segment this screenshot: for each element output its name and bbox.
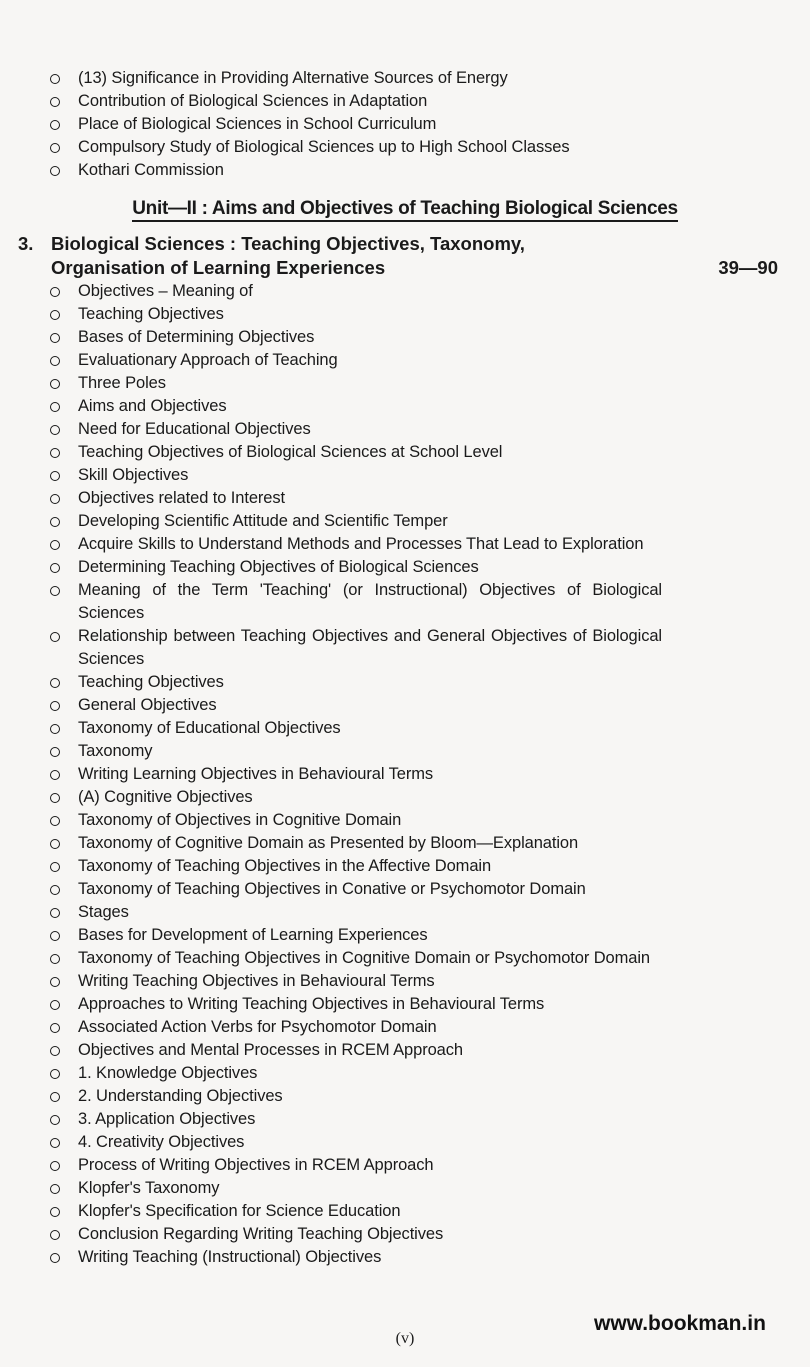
chapter-item-list bbox=[50, 280, 662, 1269]
chapter-number: 3. bbox=[18, 233, 34, 254]
list-item-text: Developing Scientific Attitude and Scientific Temper bbox=[78, 512, 448, 530]
list-item bbox=[50, 90, 690, 113]
circle-bullet-icon bbox=[50, 1138, 60, 1148]
circle-bullet-icon bbox=[50, 356, 60, 366]
circle-bullet-icon bbox=[50, 471, 60, 481]
list-item-text: Taxonomy of Teaching Objectives in Conative or Psychomotor Domain bbox=[78, 880, 586, 898]
circle-bullet-icon bbox=[50, 678, 60, 688]
list-item bbox=[50, 1039, 662, 1062]
circle-bullet-icon bbox=[50, 1161, 60, 1171]
list-item-text: Stages bbox=[78, 903, 129, 921]
circle-bullet-icon bbox=[50, 908, 60, 918]
list-item bbox=[50, 694, 662, 717]
list-item bbox=[50, 556, 662, 579]
list-item bbox=[50, 1062, 662, 1085]
list-item bbox=[50, 740, 662, 763]
list-item-text: 3. Application Objectives bbox=[78, 1110, 256, 1128]
list-item bbox=[50, 1085, 662, 1108]
circle-bullet-icon bbox=[50, 954, 60, 964]
list-item-text: Associated Action Verbs for Psychomotor Domain bbox=[78, 1018, 437, 1036]
list-item-text: (13) Significance in Providing Alternative Sources of Energy bbox=[78, 69, 508, 87]
unit-heading bbox=[0, 198, 810, 220]
circle-bullet-icon bbox=[50, 885, 60, 895]
list-item bbox=[50, 809, 662, 832]
chapter-title-line2: Organisation of Learning Experiences bbox=[51, 257, 386, 278]
circle-bullet-icon bbox=[50, 1207, 60, 1217]
list-item-text: Need for Educational Objectives bbox=[78, 420, 311, 438]
circle-bullet-icon bbox=[50, 701, 60, 711]
list-item-text: Klopfer's Taxonomy bbox=[78, 1179, 220, 1197]
circle-bullet-icon bbox=[50, 287, 60, 297]
list-item-text: Objectives and Mental Processes in RCEM Approach bbox=[78, 1041, 463, 1059]
list-item bbox=[50, 1154, 662, 1177]
list-item-text: Writing Learning Objectives in Behavioural Terms bbox=[78, 765, 434, 783]
list-item bbox=[50, 159, 690, 182]
circle-bullet-icon bbox=[50, 816, 60, 826]
circle-bullet-icon bbox=[50, 1092, 60, 1102]
circle-bullet-icon bbox=[50, 747, 60, 757]
chapter-page-range: 39—90 bbox=[718, 257, 778, 278]
circle-bullet-icon bbox=[50, 632, 60, 642]
circle-bullet-icon bbox=[50, 724, 60, 734]
list-item-text: 2. Understanding Objectives bbox=[78, 1087, 283, 1105]
list-item-text: Evaluationary Approach of Teaching bbox=[78, 351, 338, 369]
website-watermark: www.bookman.in bbox=[594, 1312, 766, 1335]
circle-bullet-icon bbox=[50, 1023, 60, 1033]
list-item bbox=[50, 1016, 662, 1039]
list-item bbox=[50, 510, 662, 533]
list-item bbox=[50, 1131, 662, 1154]
circle-bullet-icon bbox=[50, 517, 60, 527]
list-item-text: Teaching Objectives bbox=[78, 673, 224, 691]
list-item bbox=[50, 671, 662, 694]
circle-bullet-icon bbox=[50, 862, 60, 872]
circle-bullet-icon bbox=[50, 770, 60, 780]
list-item bbox=[50, 717, 662, 740]
list-item-text: Taxonomy of Cognitive Domain as Presented by Bloom—Explanation bbox=[78, 834, 579, 852]
circle-bullet-icon bbox=[50, 1115, 60, 1125]
circle-bullet-icon bbox=[50, 1253, 60, 1263]
list-item bbox=[50, 303, 662, 326]
list-item bbox=[50, 970, 662, 993]
list-item bbox=[50, 113, 690, 136]
list-item bbox=[50, 1108, 662, 1131]
list-item-text: Objectives related to Interest bbox=[78, 489, 286, 507]
list-item-text: Teaching Objectives bbox=[78, 305, 224, 323]
list-item bbox=[50, 372, 662, 395]
list-item bbox=[50, 763, 662, 786]
page-number: (v) bbox=[395, 1330, 415, 1347]
list-item bbox=[50, 579, 662, 625]
list-item-text: Bases for Development of Learning Experiences bbox=[78, 926, 428, 944]
list-item-text: Determining Teaching Objectives of Biological Sciences bbox=[78, 558, 479, 576]
circle-bullet-icon bbox=[50, 425, 60, 435]
circle-bullet-icon bbox=[50, 120, 60, 130]
list-item-text: Aims and Objectives bbox=[78, 397, 227, 415]
list-item-text: Kothari Commission bbox=[78, 161, 224, 179]
circle-bullet-icon bbox=[50, 1000, 60, 1010]
list-item-text: Compulsory Study of Biological Sciences up to High School Classes bbox=[78, 138, 570, 156]
top-item-list bbox=[50, 67, 690, 182]
circle-bullet-icon bbox=[50, 333, 60, 343]
list-item bbox=[50, 67, 690, 90]
chapter-title bbox=[51, 232, 691, 280]
list-item bbox=[50, 878, 662, 901]
list-item bbox=[50, 901, 662, 924]
circle-bullet-icon bbox=[50, 166, 60, 176]
circle-bullet-icon bbox=[50, 494, 60, 504]
list-item bbox=[50, 464, 662, 487]
circle-bullet-icon bbox=[50, 1046, 60, 1056]
list-item-text: Writing Teaching Objectives in Behavioural Terms bbox=[78, 972, 435, 990]
list-item-text: Skill Objectives bbox=[78, 466, 189, 484]
list-item-text: Teaching Objectives of Biological Sciences at School Level bbox=[78, 443, 503, 461]
list-item bbox=[50, 395, 662, 418]
list-item bbox=[50, 625, 662, 671]
list-item-text: Taxonomy of Teaching Objectives in the Affective Domain bbox=[78, 857, 492, 875]
circle-bullet-icon bbox=[50, 839, 60, 849]
list-item bbox=[50, 1200, 662, 1223]
list-item bbox=[50, 855, 662, 878]
list-item bbox=[50, 533, 662, 556]
list-item-text: Acquire Skills to Understand Methods and Processes That Lead to Exploration bbox=[78, 535, 644, 553]
list-item-text: Meaning of the Term 'Teaching' (or Instructional) Objectives of Biological Sciences bbox=[78, 581, 662, 622]
list-item bbox=[50, 832, 662, 855]
circle-bullet-icon bbox=[50, 977, 60, 987]
circle-bullet-icon bbox=[50, 310, 60, 320]
list-item-text: Contribution of Biological Sciences in Adaptation bbox=[78, 92, 428, 110]
circle-bullet-icon bbox=[50, 74, 60, 84]
chapter-title-line1: Biological Sciences : Teaching Objectives, Taxonomy, bbox=[51, 233, 525, 254]
list-item bbox=[50, 786, 662, 809]
circle-bullet-icon bbox=[50, 97, 60, 107]
list-item-text: Approaches to Writing Teaching Objectives in Behavioural Terms bbox=[78, 995, 545, 1013]
circle-bullet-icon bbox=[50, 402, 60, 412]
circle-bullet-icon bbox=[50, 586, 60, 596]
list-item-text: General Objectives bbox=[78, 696, 217, 714]
list-item bbox=[50, 1223, 662, 1246]
list-item bbox=[50, 326, 662, 349]
list-item-text: Writing Teaching (Instructional) Objectives bbox=[78, 1248, 382, 1266]
list-item bbox=[50, 1177, 662, 1200]
list-item bbox=[50, 418, 662, 441]
list-item-text: Taxonomy of Teaching Objectives in Cognitive Domain or Psychomotor Domain bbox=[78, 949, 650, 967]
circle-bullet-icon bbox=[50, 793, 60, 803]
list-item bbox=[50, 924, 662, 947]
list-item-text: Bases of Determining Objectives bbox=[78, 328, 315, 346]
list-item-text: Process of Writing Objectives in RCEM Approach bbox=[78, 1156, 434, 1174]
list-item bbox=[50, 136, 690, 159]
circle-bullet-icon bbox=[50, 1184, 60, 1194]
list-item bbox=[50, 947, 662, 970]
list-item-text: (A) Cognitive Objectives bbox=[78, 788, 253, 806]
list-item-text: Taxonomy bbox=[78, 742, 153, 760]
unit-heading-text: Unit—II : Aims and Objectives of Teaching Biological Sciences bbox=[132, 198, 678, 222]
list-item-text: Conclusion Regarding Writing Teaching Objectives bbox=[78, 1225, 444, 1243]
circle-bullet-icon bbox=[50, 1069, 60, 1079]
circle-bullet-icon bbox=[50, 143, 60, 153]
list-item bbox=[50, 441, 662, 464]
list-item bbox=[50, 487, 662, 510]
list-item bbox=[50, 349, 662, 372]
list-item bbox=[50, 993, 662, 1016]
circle-bullet-icon bbox=[50, 563, 60, 573]
circle-bullet-icon bbox=[50, 448, 60, 458]
list-item-text: Three Poles bbox=[78, 374, 166, 392]
list-item bbox=[50, 1246, 662, 1269]
circle-bullet-icon bbox=[50, 1230, 60, 1240]
circle-bullet-icon bbox=[50, 540, 60, 550]
circle-bullet-icon bbox=[50, 379, 60, 389]
list-item-text: 1. Knowledge Objectives bbox=[78, 1064, 258, 1082]
list-item-text: Place of Biological Sciences in School Curriculum bbox=[78, 115, 437, 133]
list-item bbox=[50, 280, 662, 303]
list-item-text: 4. Creativity Objectives bbox=[78, 1133, 245, 1151]
list-item-text: Relationship between Teaching Objectives and General Objectives of Biological Sciences bbox=[78, 627, 662, 668]
list-item-text: Objectives – Meaning of bbox=[78, 282, 253, 300]
list-item-text: Klopfer's Specification for Science Education bbox=[78, 1202, 401, 1220]
list-item-text: Taxonomy of Objectives in Cognitive Domain bbox=[78, 811, 402, 829]
list-item-text: Taxonomy of Educational Objectives bbox=[78, 719, 341, 737]
circle-bullet-icon bbox=[50, 931, 60, 941]
